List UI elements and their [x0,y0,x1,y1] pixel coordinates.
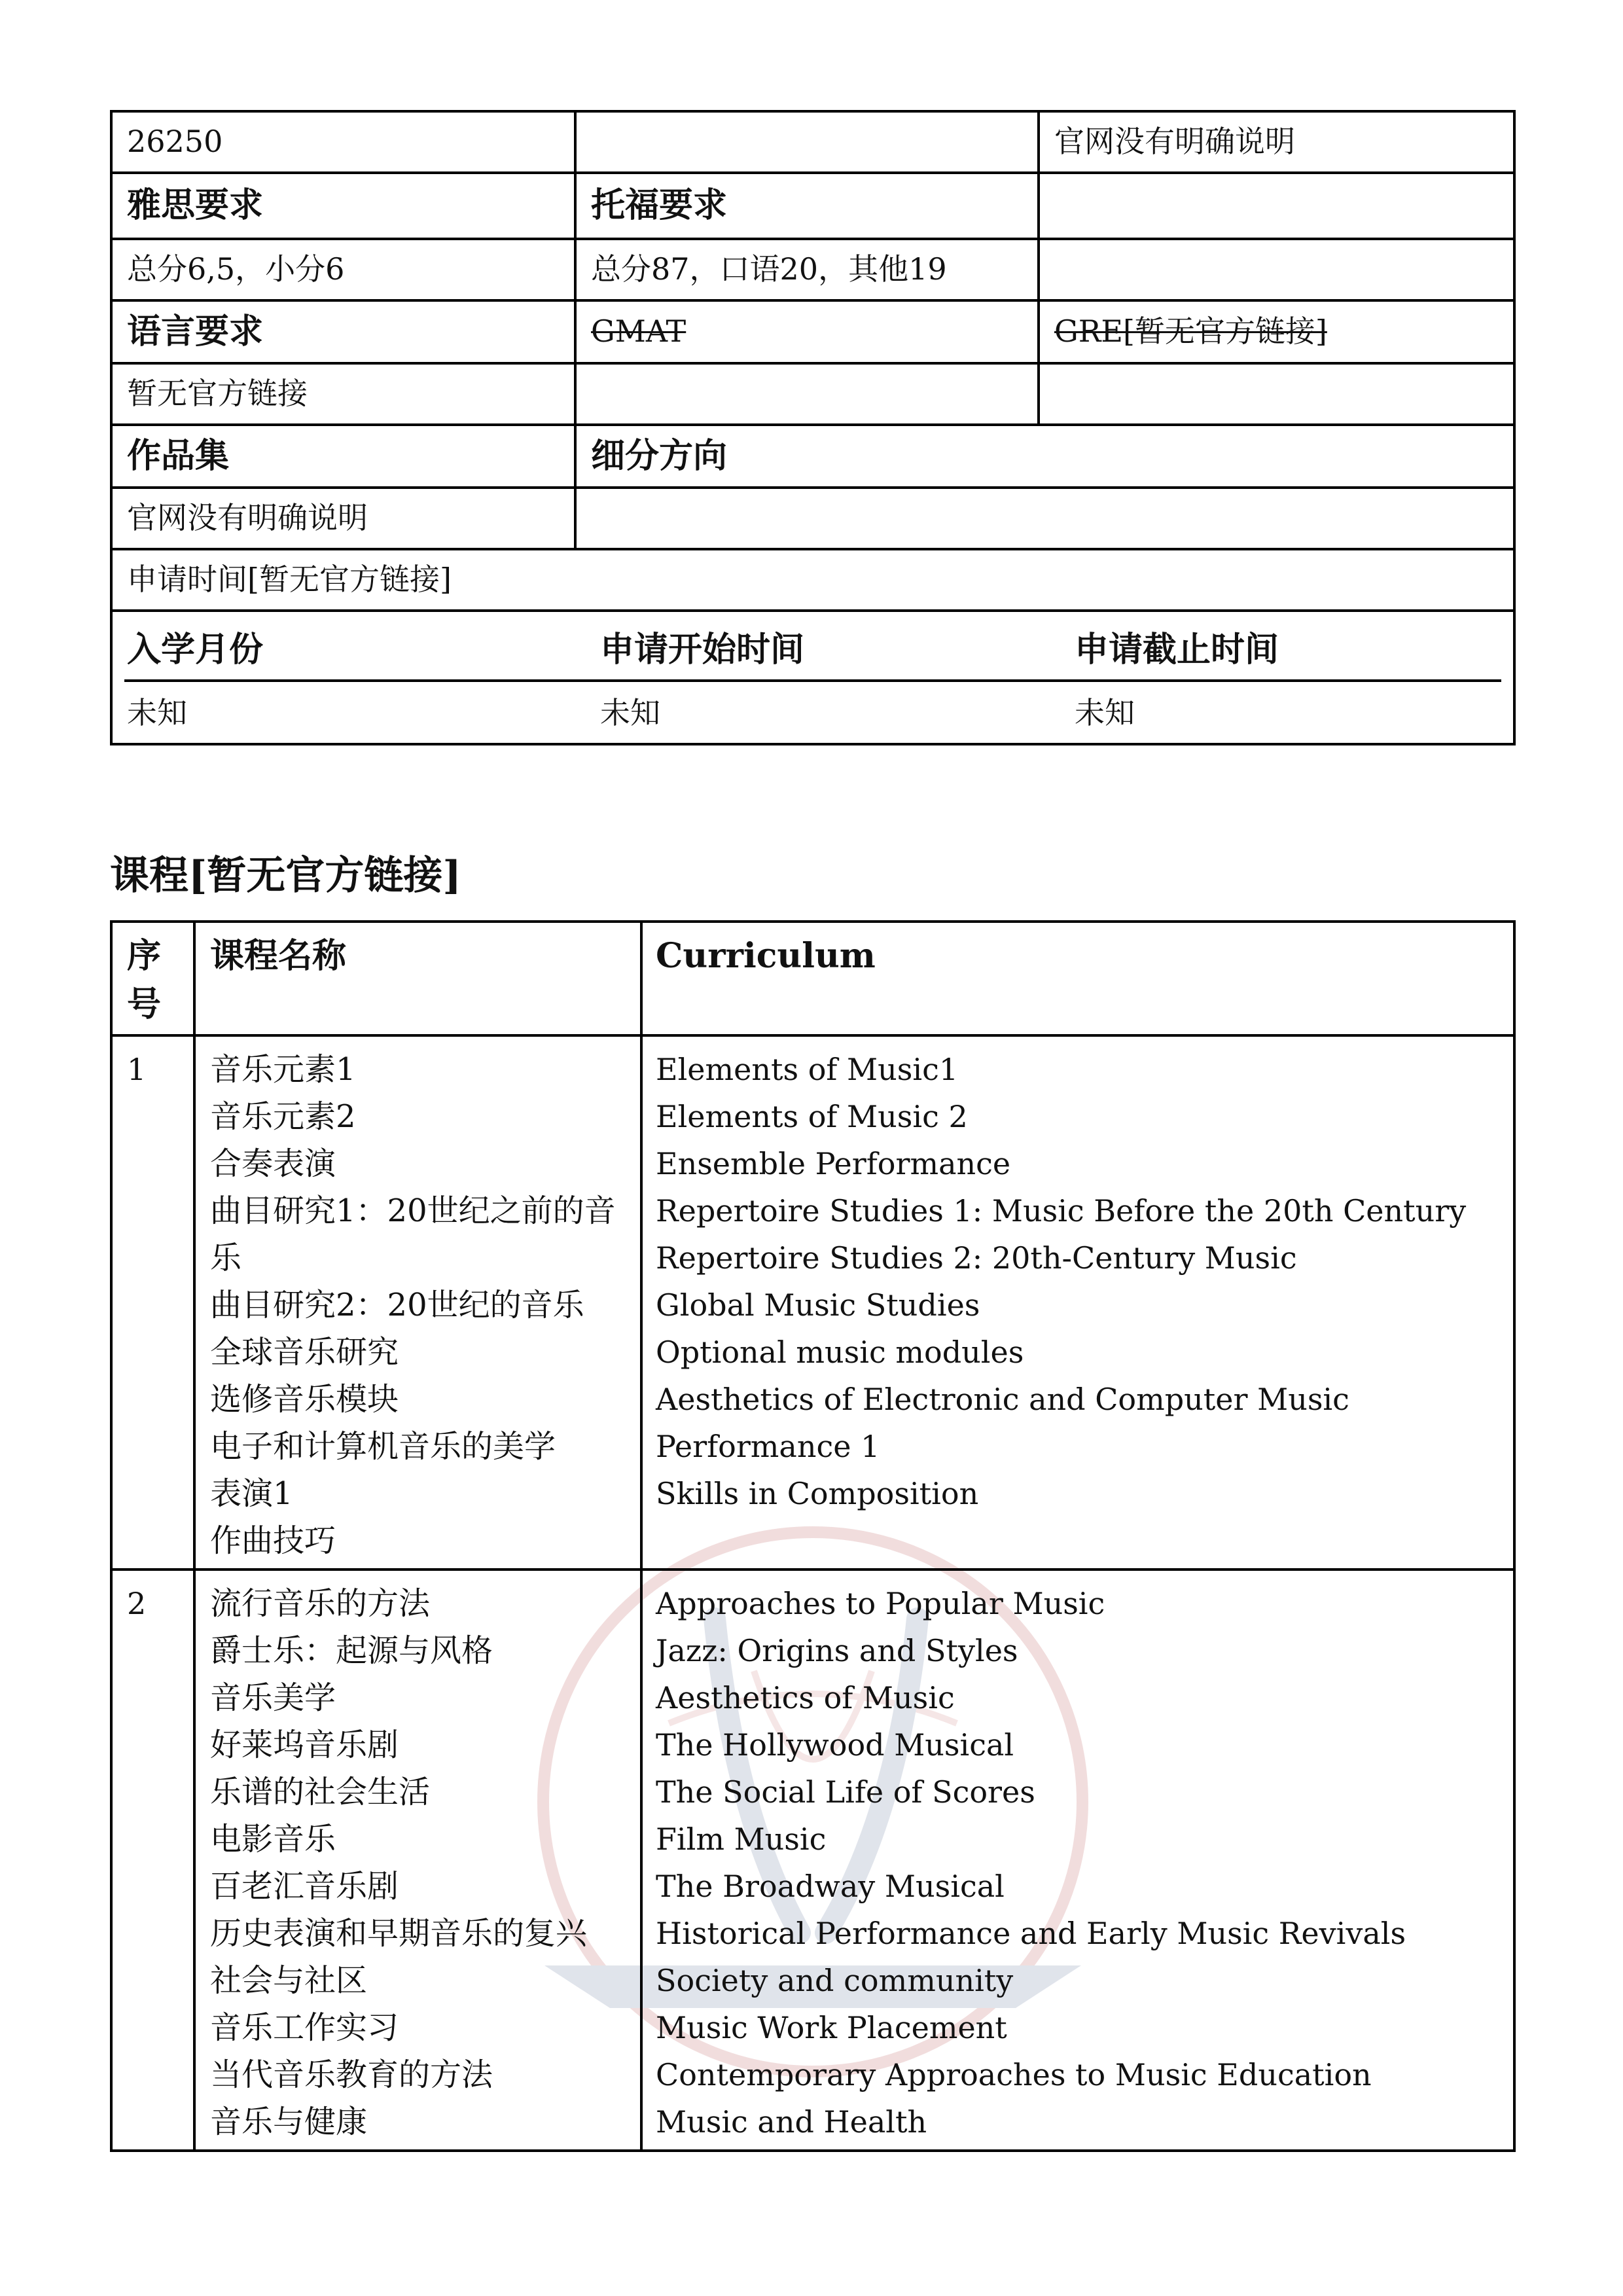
course-en-item: Ensemble Performance [656,1146,1011,1181]
course-zh-item: 爵士乐：起源与风格 [210,1632,493,1669]
course-en-item: Approaches to Popular Music [656,1586,1105,1621]
application-start-value: 未知 [600,695,660,730]
intake-grid [124,612,1501,732]
course-zh-item: 曲目研究1：20世纪之前的音乐 [210,1193,616,1276]
intake-month-value: 未知 [127,695,187,730]
gmat-label: GMAT [575,300,1039,363]
gre-label: GRE[暂无官方链接] [1039,300,1514,363]
course-en-item: Performance 1 [656,1429,880,1464]
course-row-index: 1 [111,1035,194,1570]
tuition-empty-cell [575,111,1039,173]
course-en-list [641,1035,1514,1570]
course-en-item: Elements of Music1 [656,1052,959,1087]
portfolio-label-row [111,425,1514,488]
application-deadline-header: 申请截止时间 [1072,612,1501,682]
course-zh-item: 社会与社区 [210,1962,368,1999]
course-zh-item: 音乐美学 [210,1679,336,1716]
course-zh-item: 电影音乐 [210,1821,336,1857]
course-en-item: The Broadway Musical [656,1869,1005,1904]
gre-empty-cell [1039,363,1514,425]
course-en-item: Global Music Studies [656,1287,980,1323]
test-value-empty-cell [1039,239,1514,300]
test-value-row [111,239,1514,300]
course-en-item: The Social Life of Scores [656,1774,1035,1810]
course-en-item: Skills in Composition [656,1476,979,1511]
portfolio-value-row [111,488,1514,549]
course-en-item: Historical Performance and Early Music Revivals [656,1916,1406,1951]
course-zh-list [194,1570,641,2151]
tuition-note: 官网没有明确说明 [1039,111,1514,173]
course-en-item: Society and community [656,1963,1014,1998]
index-header: 序号 [111,922,194,1035]
course-zh-item: 作曲技巧 [210,1522,336,1559]
course-en-item: Music Work Placement [656,2010,1007,2045]
course-zh-item: 好莱坞音乐剧 [210,1727,399,1763]
course-en-item: Repertoire Studies 2: 20th-Century Music [656,1240,1297,1276]
course-zh-item: 音乐与健康 [210,2104,368,2140]
course-zh-item: 历史表演和早期音乐的复兴 [210,1915,588,1952]
application-time-row [111,549,1514,611]
course-en-item: Jazz: Origins and Styles [656,1633,1018,1668]
language-label-row [111,300,1514,363]
course-en-item: Contemporary Approaches to Music Education [656,2057,1372,2092]
application-deadline-value: 未知 [1075,695,1135,730]
courses-table [110,920,1516,2152]
gmat-empty-cell [575,363,1039,425]
specialization-label: 细分方向 [575,425,1514,488]
course-zh-item: 音乐元素2 [210,1098,356,1135]
curriculum-header: Curriculum [641,922,1514,1035]
courses-heading: 课程[暂无官方链接] [110,853,461,899]
course-row-1 [111,1035,1514,1570]
course-zh-item: 全球音乐研究 [210,1334,399,1371]
test-label-row [111,173,1514,239]
course-en-item: The Hollywood Musical [656,1727,1014,1763]
toefl-label: 托福要求 [575,173,1039,239]
course-zh-item: 表演1 [210,1475,293,1512]
course-zh-item: 电子和计算机音乐的美学 [210,1428,556,1465]
course-en-item: Optional music modules [656,1335,1024,1370]
course-row-index: 2 [111,1570,194,2151]
course-zh-item: 当代音乐教育的方法 [210,2056,493,2093]
course-zh-item: 流行音乐的方法 [210,1585,431,1622]
course-en-item: Music and Health [656,2104,927,2140]
course-en-item: Aesthetics of Electronic and Computer Music [656,1382,1349,1417]
specialization-empty-cell [575,488,1514,549]
language-value-row [111,363,1514,425]
intake-month-header: 入学月份 [124,612,597,682]
course-name-zh-header: 课程名称 [194,922,641,1035]
language-value: 暂无官方链接 [111,363,575,425]
tuition-row [111,111,1514,173]
course-zh-item: 乐谱的社会生活 [210,1774,431,1810]
course-zh-item: 合奏表演 [210,1145,336,1182]
portfolio-value: 官网没有明确说明 [111,488,575,549]
tuition-value: 26250 [111,111,575,173]
ielts-value: 总分6,5，小分6 [111,239,575,300]
course-en-item: Aesthetics of Music [656,1680,955,1715]
course-row-2 [111,1570,1514,2151]
toefl-value: 总分87，口语20，其他19 [575,239,1039,300]
course-en-item: Film Music [656,1821,827,1857]
course-en-item: Elements of Music 2 [656,1099,968,1134]
intake-row [111,611,1514,744]
test-label-empty-cell [1039,173,1514,239]
intake-cell [111,611,1514,744]
program-info-table [110,110,1516,745]
application-time-label: 申请时间[暂无官方链接] [111,549,1514,611]
courses-header-row [111,922,1514,1035]
ielts-label: 雅思要求 [111,173,575,239]
course-zh-item: 曲目研究2：20世纪的音乐 [210,1287,584,1323]
course-zh-list [194,1035,641,1570]
course-zh-item: 百老汇音乐剧 [210,1868,399,1905]
application-start-header: 申请开始时间 [597,612,1072,682]
portfolio-label: 作品集 [111,425,575,488]
course-zh-item: 选修音乐模块 [210,1381,399,1418]
course-en-list [641,1570,1514,2151]
course-zh-item: 音乐工作实习 [210,2009,399,2046]
language-label: 语言要求 [111,300,575,363]
course-zh-item: 音乐元素1 [210,1051,356,1088]
course-en-item: Repertoire Studies 1: Music Before the 20th Century [656,1193,1467,1229]
